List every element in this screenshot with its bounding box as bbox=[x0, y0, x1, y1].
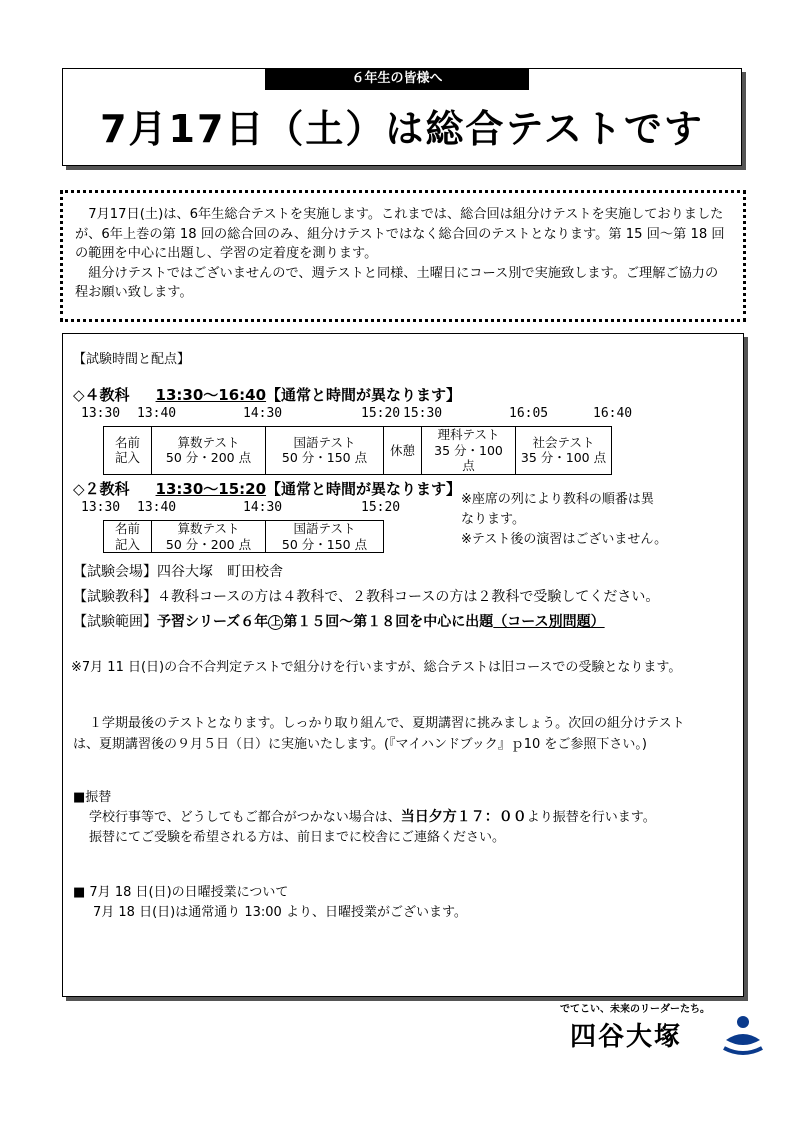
sunday-line: 7月 18 日(日)は通常通り 13:00 より、日曜授業がございます。 bbox=[93, 905, 467, 920]
subjects-value: ４教科コースの方は４教科で、２教科コースの方は２教科で受験してください。 bbox=[157, 589, 660, 605]
venue-row bbox=[73, 561, 283, 581]
intro-paragraph-2: 組分けテストではございませんので、週テストと同様、土曜日にコース別で実施致します。ご理解ご協力の程お願い致します。 bbox=[75, 265, 719, 300]
range-pre: 予習シリーズ６年 bbox=[157, 614, 269, 630]
name-entry-cell: 名前 記入 bbox=[104, 427, 152, 475]
two-heading-label: ◇２教科 bbox=[73, 480, 130, 498]
intro-box bbox=[60, 190, 746, 322]
japanese-cell: 国語テスト 50 分・150 点 bbox=[266, 521, 384, 553]
subjects-row bbox=[73, 586, 659, 606]
two-heading-note: 【通常と時間が異なります】 bbox=[266, 480, 462, 498]
four-subject-table bbox=[103, 426, 612, 475]
venue-value: 四谷大塚 町田校舎 bbox=[157, 564, 283, 580]
four-subject-heading bbox=[73, 384, 461, 405]
volume-mark: 上 bbox=[268, 615, 283, 630]
side-note-line: ※テスト後の演習はございません。 bbox=[461, 532, 668, 547]
range-row bbox=[73, 611, 605, 631]
page-title bbox=[63, 105, 741, 153]
makeup-time: 当日夕方１７：００ bbox=[400, 809, 527, 825]
time-mark: 15:30 bbox=[403, 406, 443, 421]
japanese-cell: 国語テスト 50 分・150 点 bbox=[266, 427, 384, 475]
break-cell: 休憩 bbox=[384, 427, 422, 475]
logo-name: 四谷大塚 bbox=[570, 1022, 683, 1052]
time-mark: 14:30 bbox=[243, 500, 283, 515]
four-heading-note: 【通常と時間が異なります】 bbox=[266, 386, 462, 404]
makeup-line-2: 振替にてご受験を希望される方は、前日までに校舎にご連絡ください。 bbox=[89, 830, 506, 845]
time-mark: 13:40 bbox=[137, 406, 177, 421]
makeup-line-1-pre: 学校行事等で、どうしてもご都合がつかない場合は、 bbox=[89, 810, 401, 825]
two-heading-time: 13:30～15:20 bbox=[155, 480, 267, 498]
header-box bbox=[62, 68, 742, 166]
side-note-line: ※座席の列により教科の順番は異 bbox=[461, 492, 654, 507]
time-mark: 16:40 bbox=[593, 406, 633, 421]
header-label: ６年生の皆様へ bbox=[265, 68, 529, 90]
notice-line: ※7月 11 日(日)の合不合判定テストで組分けを行いますが、総合テストは旧コースでの受験となります。 bbox=[71, 660, 682, 675]
time-mark: 13:40 bbox=[137, 500, 177, 515]
time-mark: 13:30 bbox=[81, 406, 121, 421]
intro-paragraph-1: 7月17日(土)は、6年生総合テストを実施します。これまでは、総合回は組分けテストを実施しておりましたが、6年上巻の第 18 回の総合回のみ、組分けテストではなく総合回のテストとなります。第 15 回～第 18 回の範囲を中心に出題し、学習の定着度を測ります。 bbox=[75, 207, 725, 261]
time-mark: 15:20 bbox=[361, 406, 401, 421]
time-mark: 14:30 bbox=[243, 406, 283, 421]
range-label: 【試験範囲】 bbox=[73, 614, 157, 630]
four-heading-label: ◇４教科 bbox=[73, 386, 130, 404]
two-subject-table bbox=[103, 520, 384, 553]
time-mark: 15:20 bbox=[361, 500, 401, 515]
logo-tagline: でてこい、未来のリーダーたち。 bbox=[560, 1004, 710, 1015]
two-subject-heading bbox=[73, 478, 461, 499]
logo-mark-icon bbox=[720, 1010, 766, 1056]
time-mark: 13:30 bbox=[81, 500, 121, 515]
main-box bbox=[62, 333, 744, 997]
closing-line-1: １学期最後のテストとなります。しっかり取り組んで、夏期講習に挑みましょう。次回の組分けテスト bbox=[89, 716, 685, 731]
math-cell: 算数テスト 50 分・200 点 bbox=[152, 521, 266, 553]
math-cell: 算数テスト 50 分・200 点 bbox=[152, 427, 266, 475]
exam-section-title: 【試験時間と配点】 bbox=[73, 352, 191, 367]
range-paren: （コース別問題） bbox=[493, 614, 605, 630]
four-heading-time: 13:30～16:40 bbox=[155, 386, 267, 404]
science-cell: 理科テスト 35 分・100 点 bbox=[422, 427, 516, 475]
social-cell: 社会テスト 35 分・100 点 bbox=[516, 427, 612, 475]
side-note-line: なります。 bbox=[461, 512, 525, 527]
page-title-text: 7月17日（土）は総合テストです bbox=[100, 107, 704, 151]
sunday-title: ■ 7月 18 日(日)の日曜授業について bbox=[73, 885, 289, 900]
makeup-line-1 bbox=[89, 806, 656, 826]
name-entry-cell: 名前 記入 bbox=[104, 521, 152, 553]
subjects-label: 【試験教科】 bbox=[73, 589, 157, 605]
logo bbox=[560, 1000, 770, 1060]
time-mark: 16:05 bbox=[509, 406, 549, 421]
makeup-line-1-post: より振替を行います。 bbox=[526, 810, 656, 825]
closing-line-2: は、夏期講習後の９月５日（日）に実施いたします。(『マイハンドブック』ｐ10 をご参照下さい。) bbox=[73, 737, 647, 752]
makeup-title: ■振替 bbox=[73, 790, 112, 805]
venue-label: 【試験会場】 bbox=[73, 564, 157, 580]
range-post: 第１５回～第１８回を中心に出題 bbox=[283, 614, 494, 630]
